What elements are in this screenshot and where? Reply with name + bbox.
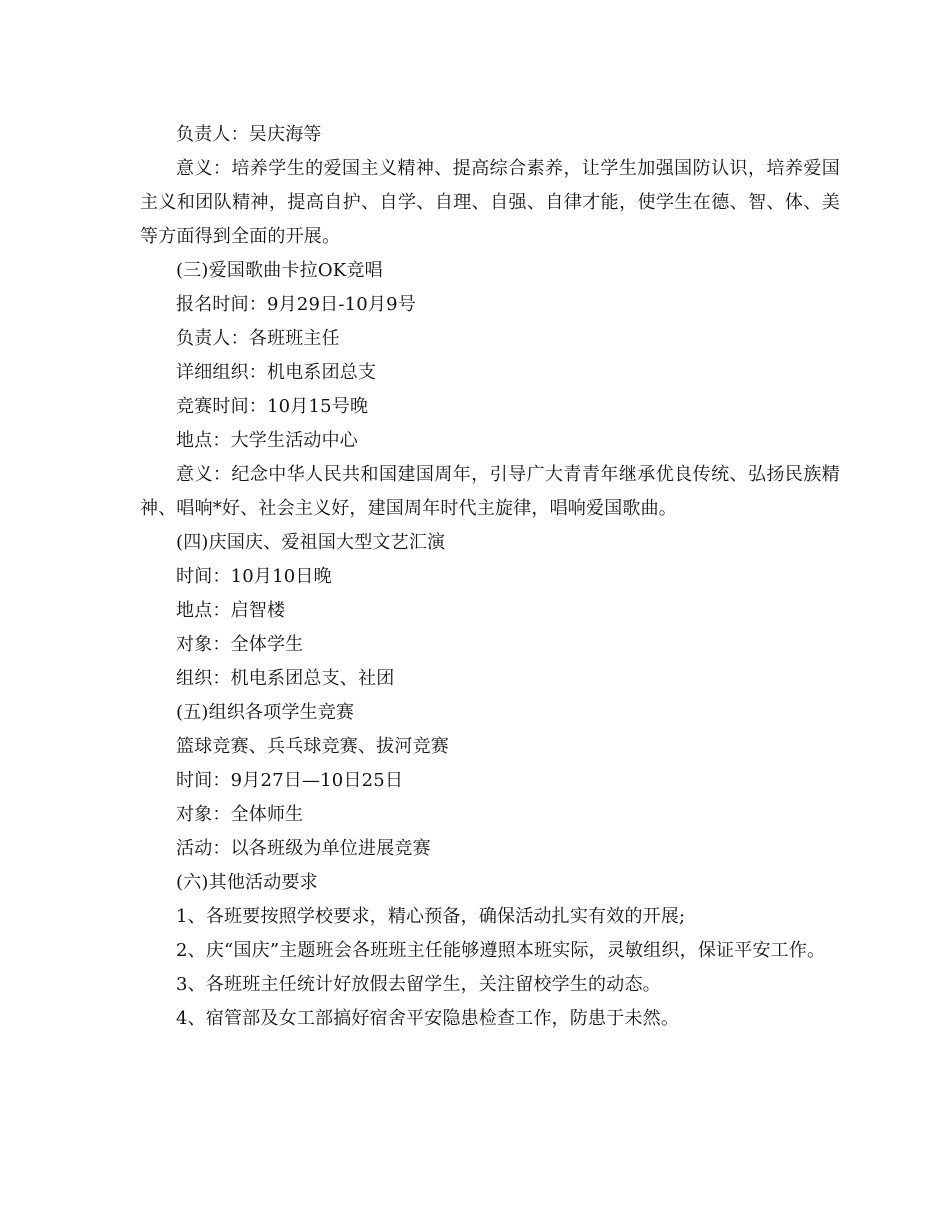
paragraph-organization: 组织：机电系团总支、社团 <box>176 668 395 689</box>
paragraph-responsible-person-2: 负责人：各班班主任 <box>176 328 340 349</box>
paragraph-location: 地点：大学生活动中心 <box>176 430 358 451</box>
requirement-item-3: 3、各班班主任统计好放假去留学生，关注留校学生的动态。 <box>176 974 661 995</box>
paragraph-organizer: 详细组织：机电系团总支 <box>176 362 377 383</box>
paragraph-time: 时间：10月10日晚 <box>176 566 332 587</box>
requirement-item-2: 2、庆“国庆”主题班会各班班主任能够遵照本班实际，灵敏组织，保证平安工作。 <box>176 940 826 961</box>
requirement-item-4: 4、宿管部及女工部搞好宿舍平安隐患检查工作，防患于未然。 <box>176 1008 680 1029</box>
paragraph-location-2: 地点：启智楼 <box>176 600 286 621</box>
paragraph-activity: 活动：以各班级为单位进展竞赛 <box>176 838 431 859</box>
section-heading-4: (四)庆国庆、爱祖国大型文艺汇演 <box>176 532 446 553</box>
document-body <box>140 118 840 1036</box>
section-heading-5: (五)组织各项学生竞赛 <box>176 702 355 723</box>
paragraph-significance-2: 意义：纪念中华人民共和国建国周年，引导广大青青年继承优良传统、弘扬民族精神、唱响*好、社会主义好，建国周年时代主旋律，唱响爱国歌曲。 <box>140 464 840 519</box>
requirement-item-1: 1、各班要按照学校要求，精心预备，确保活动扎实有效的开展; <box>176 906 686 927</box>
paragraph-competitions: 篮球竞赛、兵乓球竞赛、拔河竞赛 <box>176 736 449 757</box>
section-heading-6: (六)其他活动要求 <box>176 872 318 893</box>
paragraph-audience-2: 对象：全体师生 <box>176 804 304 825</box>
paragraph-significance-1: 意义：培养学生的爱国主义精神、提高综合素养，让学生加强国防认识，培养爱国主义和团队精神，提高自护、自学、自理、自强、自律才能，使学生在德、智、体、美等方面得到全面的开展。 <box>140 158 840 247</box>
section-heading-3: (三)爱国歌曲卡拉OK竞唱 <box>176 260 383 281</box>
paragraph-competition-time: 竞赛时间：10月15号晚 <box>176 396 369 417</box>
paragraph-responsible-person: 负责人：吴庆海等 <box>176 124 322 145</box>
paragraph-registration-time: 报名时间：9月29日-10月9号 <box>176 294 416 315</box>
paragraph-time-2: 时间：9月27日—10日25日 <box>176 770 404 791</box>
paragraph-audience: 对象：全体学生 <box>176 634 304 655</box>
